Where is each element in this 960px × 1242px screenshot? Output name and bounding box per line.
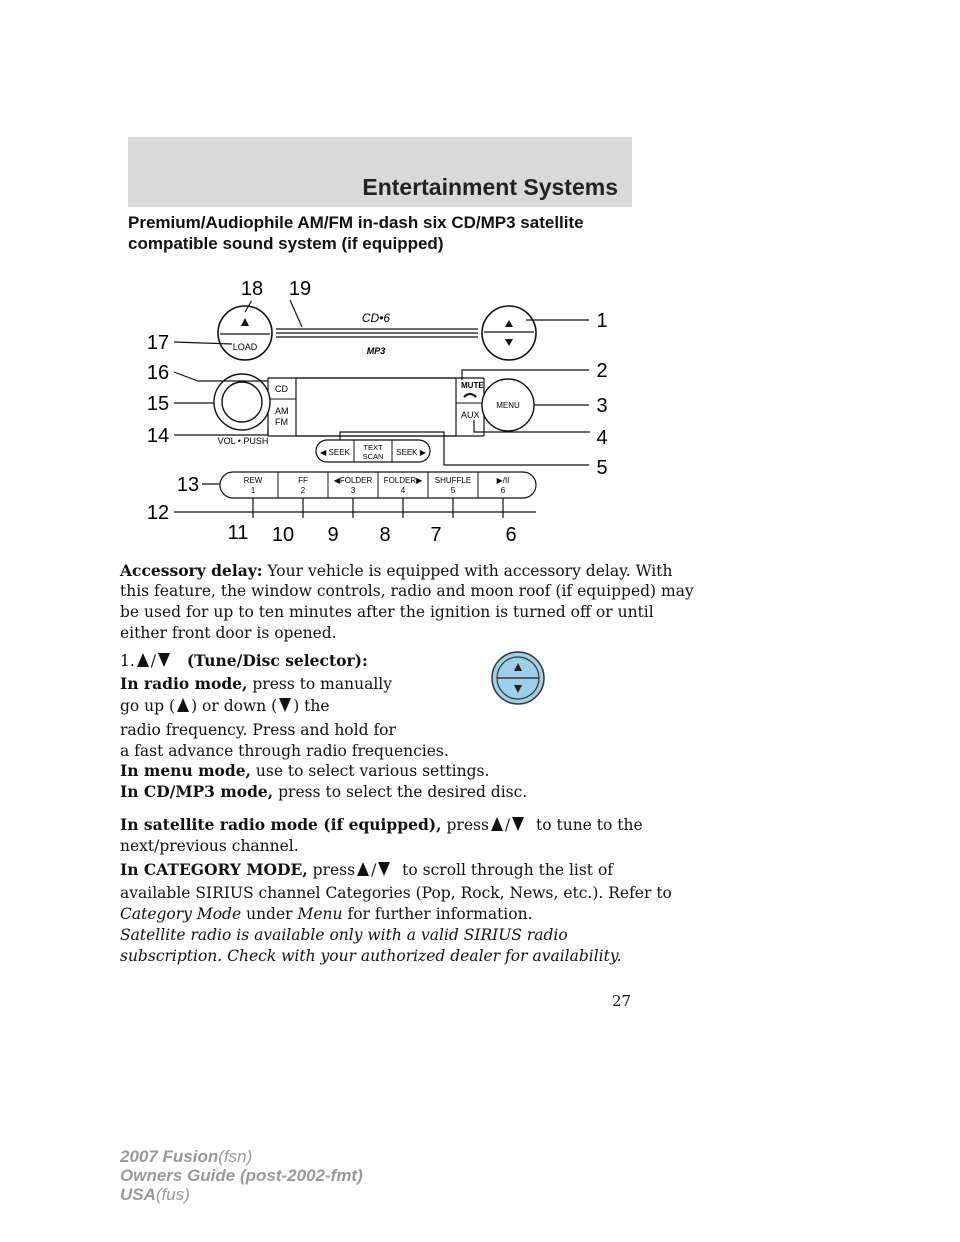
menu-mode-line: In menu mode, use to select various settings. [120, 761, 490, 780]
radio-mode-line-3: radio frequency. Press and hold for [120, 721, 396, 739]
callout-15-number: 15 [146, 393, 170, 415]
radio-mode-line-1: In radio mode, press to manually [120, 674, 393, 693]
seek-right-label: SEEK ▶ [396, 448, 426, 457]
callout-17-number: 17 [146, 332, 170, 354]
callout-11 [225, 519, 251, 545]
preset-5-number: 5 [450, 486, 456, 495]
callout-8 [372, 521, 398, 547]
callout-16-number: 16 [146, 362, 170, 384]
callout-2 [589, 357, 615, 383]
cd-mode-line: In CD/MP3 mode, press to select the desired disc. [120, 782, 528, 801]
up-arrow-icon [357, 862, 369, 876]
preset-4-number: 4 [400, 486, 406, 495]
tune-knob [482, 306, 536, 360]
callout-12 [145, 499, 171, 525]
menu-knob [482, 379, 534, 431]
callout-19-number: 19 [288, 278, 312, 300]
preset-bar [220, 472, 536, 518]
scan-label: SCAN [362, 452, 384, 461]
callout-5 [589, 454, 615, 480]
menu-label: MENU [496, 401, 520, 410]
radio-faceplate-diagram [128, 272, 628, 552]
callout-5-number: 5 [596, 457, 608, 479]
callout-12-number: 12 [146, 502, 170, 524]
callout-19 [287, 275, 313, 301]
callout-2-number: 2 [596, 360, 608, 382]
callout-15 [145, 390, 171, 416]
preset-5-label: SHUFFLE [434, 476, 472, 485]
callout-9-number: 9 [327, 524, 339, 546]
preset-4-label: FOLDER▶ [383, 476, 423, 485]
cd6-logo: CD•6 [361, 311, 391, 325]
callout-18 [239, 275, 265, 301]
callout-7-number: 7 [430, 524, 442, 546]
callout-8-number: 8 [379, 524, 391, 546]
callout-16 [145, 359, 171, 385]
fm-button-label: FM [275, 417, 288, 427]
document-footer: 2007 Fusion(fsn) Owners Guide (post-2002-fmt) USA(fus) [120, 1147, 363, 1204]
callout-3-number: 3 [596, 395, 608, 417]
load-knob [218, 306, 272, 360]
category-mode-line-1: In CATEGORY MODE, press / to scroll through the list of [120, 860, 614, 879]
satellite-mode-line-1: In satellite radio mode (if equipped), press / to tune to the [120, 815, 643, 834]
vol-push-label: VOL • PUSH [217, 436, 269, 446]
seek-left-label: ◀ SEEK [320, 448, 350, 457]
callout-14-number: 14 [146, 425, 170, 447]
mp3-logo: MP3 [366, 346, 386, 356]
accessory-line-3: be used for up to ten minutes after the ignition is turned off or until [120, 603, 654, 621]
down-arrow-icon [512, 817, 524, 831]
callout-1 [589, 307, 615, 333]
down-arrow-icon [378, 862, 390, 876]
category-mode-line-3: Category Mode under Menu for further information. [120, 905, 533, 923]
callout-9 [320, 521, 346, 547]
callout-13-number: 13 [176, 474, 200, 496]
callout-11-number: 11 [227, 522, 249, 544]
up-arrow-icon [177, 698, 189, 712]
preset-6-label: ▶/II [496, 476, 510, 485]
seek-scan-bar [316, 440, 430, 462]
category-mode-line-2: available SIRIUS channel Categories (Pop, Rock, News, etc.). Refer to [120, 884, 672, 902]
am-button-label: AM [275, 406, 289, 416]
display-window [296, 378, 456, 436]
page-number: 27 [612, 992, 632, 1010]
preset-2-number: 2 [300, 486, 306, 495]
preset-6-number: 6 [500, 486, 506, 495]
satellite-mode-line-2: next/previous channel. [120, 837, 299, 855]
down-arrow-icon [279, 698, 291, 712]
text-label: TEXT [363, 443, 383, 452]
callout-10-number: 10 [271, 524, 295, 546]
cd-slot [276, 311, 478, 356]
section-heading: Premium/Audiophile AM/FM in-dash six CD/MP3 satellite compatible sound system (if equipped) [128, 213, 584, 253]
satellite-note-line-1: Satellite radio is available only with a valid SIRIUS radio [120, 926, 568, 944]
preset-1-label: REW [243, 476, 263, 485]
preset-1-number: 1 [250, 486, 256, 495]
up-arrow-icon [137, 653, 149, 667]
down-arrow-icon [158, 653, 170, 667]
up-arrow-icon [491, 817, 503, 831]
section-header-bar [128, 137, 632, 207]
tune-knob-illustration [490, 650, 546, 706]
radio-mode-line-4: a fast advance through radio frequencies. [120, 742, 449, 760]
phone-icon [464, 394, 476, 397]
accessory-delay-paragraph: Accessory delay: Your vehicle is equipped with accessory delay. With [120, 561, 673, 580]
accessory-line-2: this feature, the window controls, radio and moon roof (if equipped) may [120, 582, 694, 600]
aux-label: AUX [461, 410, 480, 420]
callout-10 [270, 521, 296, 547]
load-label: LOAD [232, 342, 258, 352]
preset-3-label: ◀FOLDER [333, 476, 373, 485]
callout-4-number: 4 [596, 427, 608, 449]
callout-6 [498, 521, 524, 547]
callout-7 [423, 521, 449, 547]
callout-17 [145, 329, 171, 355]
section-title: Entertainment Systems [362, 174, 618, 200]
callout-3 [589, 392, 615, 418]
callout-1-number: 1 [596, 310, 608, 332]
cd-button-label: CD [275, 384, 288, 394]
accessory-line-4: either front door is opened. [120, 624, 337, 642]
preset-3-number: 3 [350, 486, 356, 495]
satellite-note-line-2: subscription. Check with your authorized dealer for availability. [120, 947, 622, 965]
mute-label: MUTE [461, 381, 484, 390]
radio-mode-line-2: go up ( ) or down ( ) the [120, 697, 330, 715]
callout-14 [145, 422, 171, 448]
item-1-heading: 1. / (Tune/Disc selector): [120, 651, 368, 670]
callout-6-number: 6 [505, 524, 517, 546]
callout-13 [175, 471, 201, 497]
callout-4 [589, 424, 615, 450]
preset-2-label: FF [298, 476, 308, 485]
callout-18-number: 18 [240, 278, 264, 300]
